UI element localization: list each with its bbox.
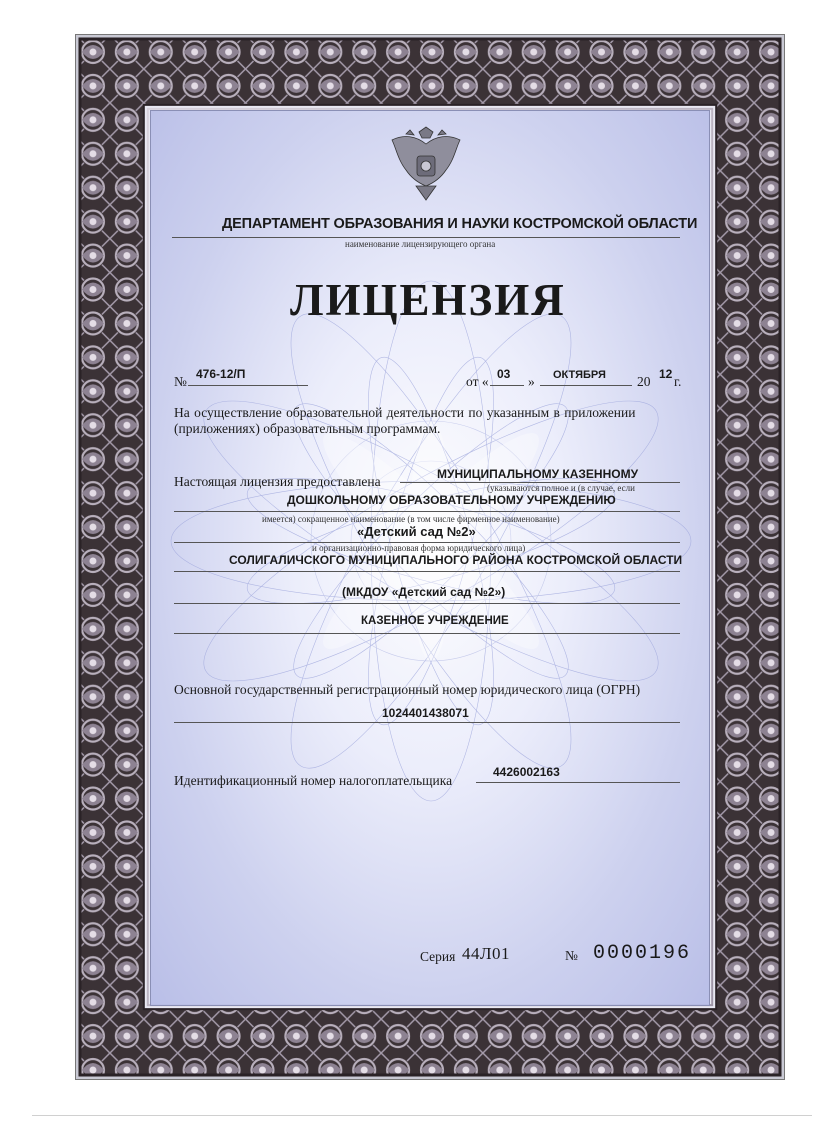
coat-of-arms-emblem	[386, 126, 466, 202]
licensee-caption-1: (указываются полное и (в случае, если	[487, 483, 635, 493]
series-label: Серия	[420, 949, 456, 964]
blank-number-label: №	[565, 948, 578, 963]
issue-day: 03	[497, 367, 511, 381]
license-number: 476-12/П	[196, 367, 246, 381]
licensee-line-5: (МКДОУ «Детский сад №2»)	[342, 585, 506, 599]
series-value: 44Л01	[462, 944, 511, 963]
from-label: от «	[466, 374, 489, 389]
licensee-line-2-underline	[174, 511, 680, 512]
license-number-underline	[188, 385, 308, 386]
issue-month: ОКТЯБРЯ	[553, 369, 606, 381]
licensee-line-4: СОЛИГАЛИЧСКОГО МУНИЦИПАЛЬНОГО РАЙОНА КОСТРОМСКОЙ ОБЛАСТИ	[229, 553, 683, 567]
year-label: г.	[674, 374, 682, 389]
ogrn-label: Основной государственный регистрационный номер юридического лица (ОГРН)	[174, 682, 641, 697]
issue-month-underline	[540, 385, 632, 386]
licensee-caption-3: и организационно-правовая форма юридического лица)	[312, 543, 526, 553]
inn-underline	[476, 782, 680, 783]
issuer-caption: наименование лицензирующего органа	[345, 239, 496, 249]
issue-year: 12	[659, 367, 673, 381]
licensee-line-3: «Детский сад №2»	[357, 524, 476, 539]
inn-label: Идентификационный номер налогоплательщика	[174, 773, 453, 788]
inn-value: 4426002163	[493, 765, 560, 779]
licensee-line-4-underline	[174, 571, 680, 572]
number-label: №	[174, 374, 187, 389]
licensee-line-2: ДОШКОЛЬНОМУ ОБРАЗОВАТЕЛЬНОМУ УЧРЕЖДЕНИЮ	[287, 493, 616, 507]
ogrn-value: 1024401438071	[382, 706, 469, 720]
quote-close: »	[528, 374, 535, 389]
ogrn-underline	[174, 722, 680, 723]
licensee-line-6-underline	[174, 633, 680, 634]
issuer-name: ДЕПАРТАМЕНТ ОБРАЗОВАНИЯ И НАУКИ КОСТРОМСКОЙ ОБЛАСТИ	[222, 216, 698, 232]
granted-label: Настоящая лицензия предоставлена	[174, 474, 381, 489]
licensee-line-6: КАЗЕННОЕ УЧРЕЖДЕНИЕ	[361, 615, 509, 627]
licensee-caption-2: имеется) сокращенное наименование (в том числе фирменное наименование)	[262, 514, 560, 524]
blank-number-value: 0000196	[593, 942, 692, 965]
document-title: ЛИЦЕНЗИЯ	[290, 275, 566, 325]
purpose-line-1: На осуществление образовательной деятельности по указанным в приложении	[174, 405, 636, 420]
licensee-line-5-underline	[174, 603, 680, 604]
licensee-line-1: МУНИЦИПАЛЬНОМУ КАЗЕННОМУ	[437, 467, 639, 481]
year-prefix: 20	[637, 374, 651, 389]
issue-day-underline	[490, 385, 524, 386]
issuer-underline	[172, 237, 680, 238]
purpose-line-2: (приложениях) образовательным программам.	[174, 421, 441, 436]
